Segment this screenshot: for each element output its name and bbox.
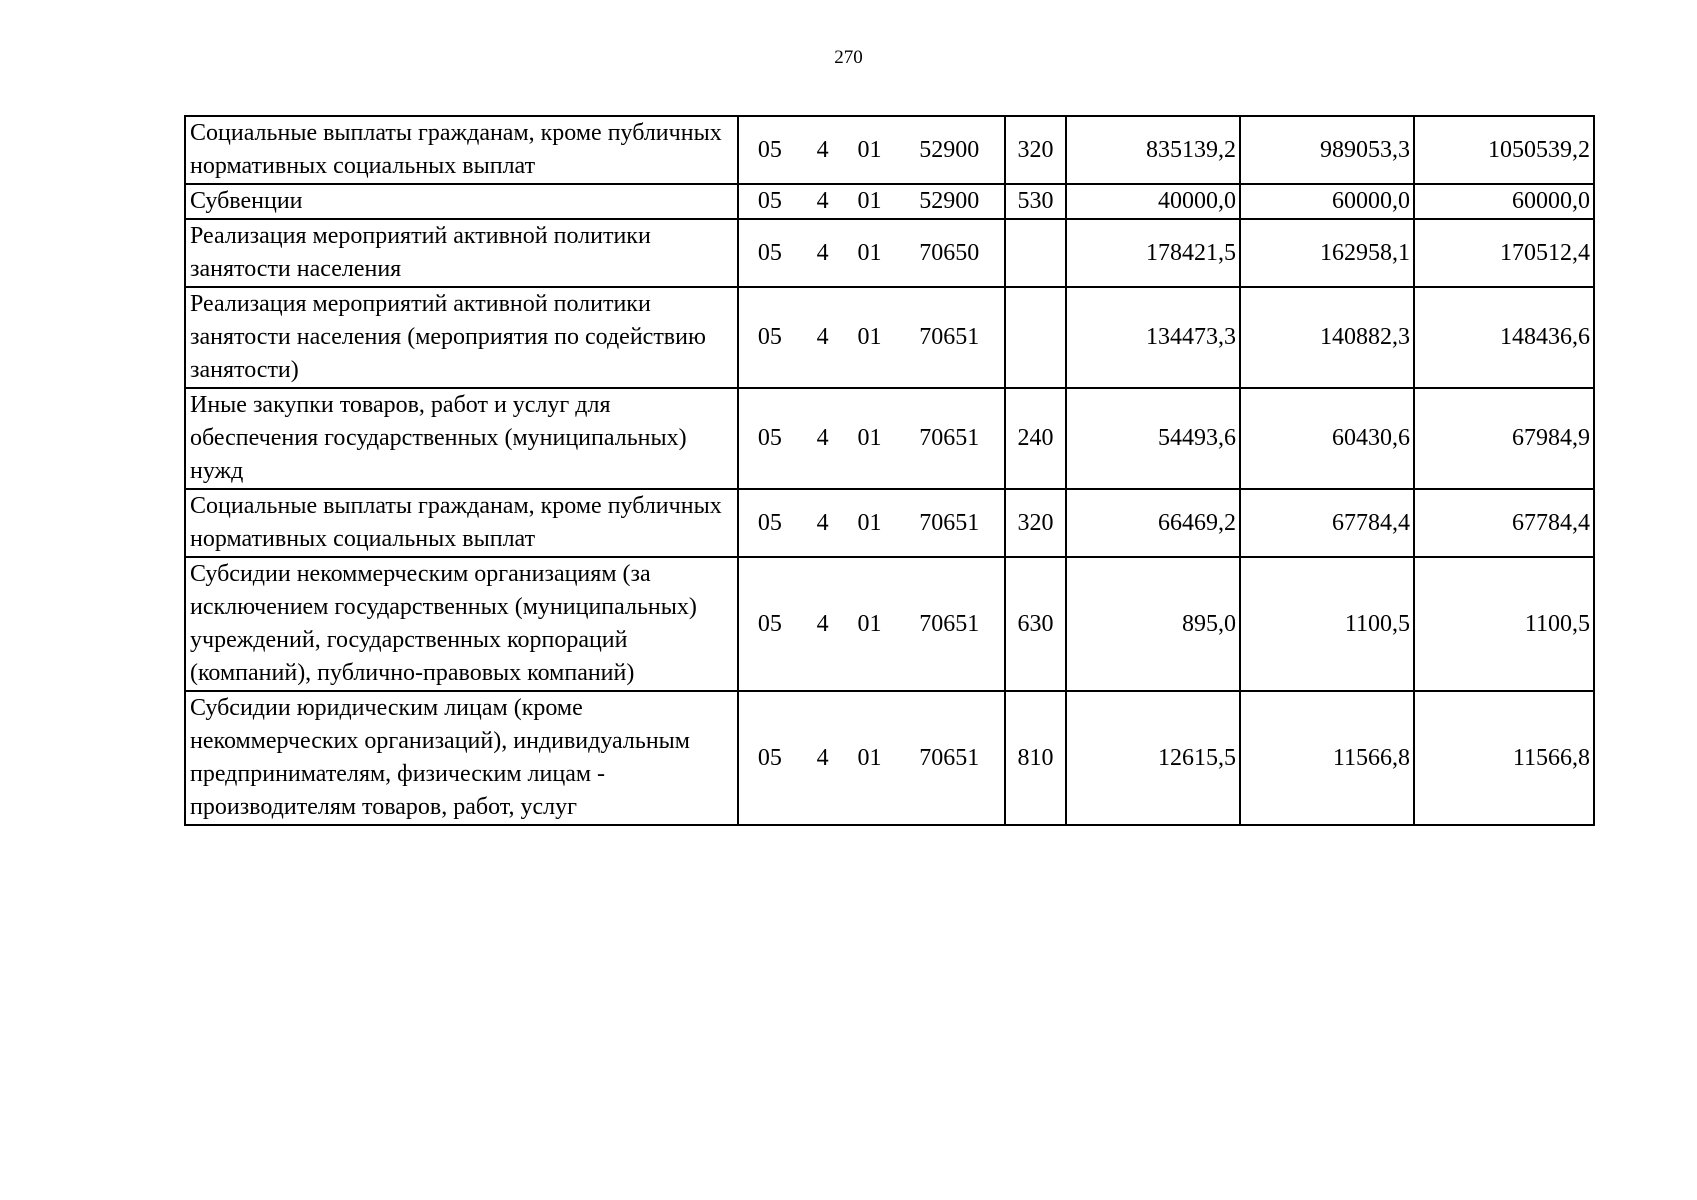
row-codes	[738, 116, 1005, 184]
amount-year-1	[1066, 489, 1240, 557]
amount-year-3-text: 148436,6	[1500, 324, 1590, 350]
expense-type-code-text: 320	[1017, 136, 1054, 163]
amount-year-3-text: 67784,4	[1512, 509, 1590, 536]
program-code: 4	[816, 324, 829, 350]
page-number: 270	[834, 47, 863, 68]
amount-year-2-text: 162958,1	[1320, 239, 1410, 266]
section-code: 05	[757, 136, 782, 163]
amount-year-1	[1066, 388, 1240, 489]
amount-year-1-text: 12615,5	[1158, 744, 1236, 771]
subprogram-code: 01	[857, 188, 882, 214]
amount-year-1	[1066, 116, 1240, 184]
amount-year-2	[1240, 691, 1414, 825]
program-code: 4	[816, 509, 829, 536]
section-code: 05	[757, 509, 782, 536]
amount-year-3	[1414, 116, 1594, 184]
amount-year-3-text: 1050539,2	[1488, 136, 1590, 163]
table-row	[185, 388, 1594, 489]
amount-year-2-text: 989053,3	[1320, 136, 1410, 163]
table-row	[185, 691, 1594, 825]
subprogram-code: 01	[857, 239, 882, 266]
expense-type-code	[1005, 691, 1066, 825]
subprogram-code: 01	[857, 509, 882, 536]
table-row	[185, 219, 1594, 287]
row-name-text: Социальные выплаты гражданам, кроме публичных нормативных социальных выплат	[190, 120, 722, 179]
expense-type-code-text: 630	[1017, 610, 1054, 637]
amount-year-2-text: 67784,4	[1332, 509, 1410, 536]
amount-year-3	[1414, 219, 1594, 287]
amount-year-3-text: 60000,0	[1512, 188, 1590, 214]
row-name-text: Реализация мероприятий активной политики занятости населения	[190, 223, 651, 282]
row-codes	[738, 184, 1005, 219]
row-name	[185, 557, 738, 691]
program-code: 4	[816, 239, 829, 266]
table-row	[185, 184, 1594, 219]
subprogram-code: 01	[857, 744, 882, 771]
table-row	[185, 116, 1594, 184]
row-name	[185, 489, 738, 557]
subprogram-code: 01	[857, 324, 882, 350]
amount-year-3	[1414, 489, 1594, 557]
row-name	[185, 287, 738, 388]
row-codes	[738, 287, 1005, 388]
expense-type-code	[1005, 388, 1066, 489]
direction-code: 70650	[919, 239, 980, 266]
amount-year-2-text: 11566,8	[1332, 744, 1410, 771]
expense-type-code	[1005, 184, 1066, 219]
subprogram-code: 01	[857, 136, 882, 163]
amount-year-2	[1240, 287, 1414, 388]
direction-code: 70651	[919, 610, 980, 637]
row-name	[185, 388, 738, 489]
amount-year-1	[1066, 691, 1240, 825]
section-code: 05	[757, 744, 782, 771]
expense-type-code-text: 320	[1017, 509, 1054, 536]
amount-year-2	[1240, 557, 1414, 691]
row-name-text: Субвенции	[190, 188, 303, 214]
expense-type-code	[1005, 557, 1066, 691]
expense-type-code-text: 530	[1017, 188, 1054, 214]
section-code: 05	[757, 188, 782, 214]
row-name-text: Реализация мероприятий активной политики занятости населения (мероприятия по содействию занятости)	[190, 291, 706, 383]
expense-type-code-text: 240	[1017, 425, 1054, 451]
expense-type-code	[1005, 489, 1066, 557]
amount-year-2-text: 60000,0	[1332, 188, 1410, 214]
amount-year-3	[1414, 691, 1594, 825]
amount-year-3-text: 67984,9	[1512, 425, 1590, 451]
row-codes	[738, 691, 1005, 825]
row-name	[185, 116, 738, 184]
budget-table-body	[185, 116, 1594, 825]
row-name	[185, 219, 738, 287]
row-name-text: Социальные выплаты гражданам, кроме публичных нормативных социальных выплат	[190, 493, 722, 552]
table-row	[185, 287, 1594, 388]
section-code: 05	[757, 324, 782, 350]
program-code: 4	[816, 136, 829, 163]
amount-year-2	[1240, 219, 1414, 287]
row-codes	[738, 388, 1005, 489]
amount-year-2-text: 60430,6	[1332, 425, 1410, 451]
direction-code: 70651	[919, 425, 980, 451]
amount-year-1-text: 178421,5	[1146, 239, 1236, 266]
expense-type-code	[1005, 219, 1066, 287]
amount-year-2	[1240, 184, 1414, 219]
budget-table	[184, 115, 1595, 826]
row-name-text: Субсидии некоммерческим организациям (за исключением государственных (муниципальных) учреждений, государственных корпораций (компаний), публично-правовых компаний)	[190, 561, 697, 686]
program-code: 4	[816, 744, 829, 771]
table-row	[185, 489, 1594, 557]
amount-year-2-text: 140882,3	[1320, 324, 1410, 350]
row-name-text: Субсидии юридическим лицам (кроме некоммерческих организаций), индивидуальным предпринимателям, физическим лицам - производителям товаров, работ, услуг	[190, 695, 690, 820]
program-code: 4	[816, 188, 829, 214]
amount-year-2	[1240, 489, 1414, 557]
direction-code: 70651	[919, 324, 980, 350]
amount-year-3	[1414, 184, 1594, 219]
row-name	[185, 691, 738, 825]
amount-year-1-text: 66469,2	[1158, 509, 1236, 536]
expense-type-code	[1005, 287, 1066, 388]
table-row	[185, 557, 1594, 691]
row-codes	[738, 489, 1005, 557]
amount-year-3	[1414, 557, 1594, 691]
expense-type-code	[1005, 116, 1066, 184]
direction-code: 70651	[919, 744, 980, 771]
direction-code: 52900	[919, 188, 980, 214]
subprogram-code: 01	[857, 610, 882, 637]
section-code: 05	[757, 239, 782, 266]
amount-year-3-text: 11566,8	[1512, 744, 1590, 771]
amount-year-1-text: 134473,3	[1146, 324, 1236, 350]
row-codes	[738, 219, 1005, 287]
amount-year-2	[1240, 116, 1414, 184]
amount-year-2-text: 1100,5	[1344, 610, 1410, 637]
section-code: 05	[757, 425, 782, 451]
amount-year-1-text: 54493,6	[1158, 425, 1236, 451]
amount-year-1	[1066, 184, 1240, 219]
program-code: 4	[816, 610, 829, 637]
amount-year-1-text: 835139,2	[1146, 136, 1236, 163]
row-name-text: Иные закупки товаров, работ и услуг для обеспечения государственных (муниципальных) нужд	[190, 392, 687, 484]
amount-year-3-text: 170512,4	[1500, 239, 1590, 266]
section-code: 05	[757, 610, 782, 637]
amount-year-1	[1066, 557, 1240, 691]
amount-year-2	[1240, 388, 1414, 489]
program-code: 4	[816, 425, 829, 451]
row-name	[185, 184, 738, 219]
amount-year-3	[1414, 388, 1594, 489]
amount-year-1-text: 895,0	[1182, 610, 1236, 637]
amount-year-1	[1066, 287, 1240, 388]
subprogram-code: 01	[857, 425, 882, 451]
direction-code: 70651	[919, 509, 980, 536]
amount-year-3	[1414, 287, 1594, 388]
amount-year-1-text: 40000,0	[1158, 188, 1236, 214]
amount-year-1	[1066, 219, 1240, 287]
row-codes	[738, 557, 1005, 691]
expense-type-code-text: 810	[1017, 744, 1054, 771]
amount-year-3-text: 1100,5	[1524, 610, 1590, 637]
direction-code: 52900	[919, 136, 980, 163]
